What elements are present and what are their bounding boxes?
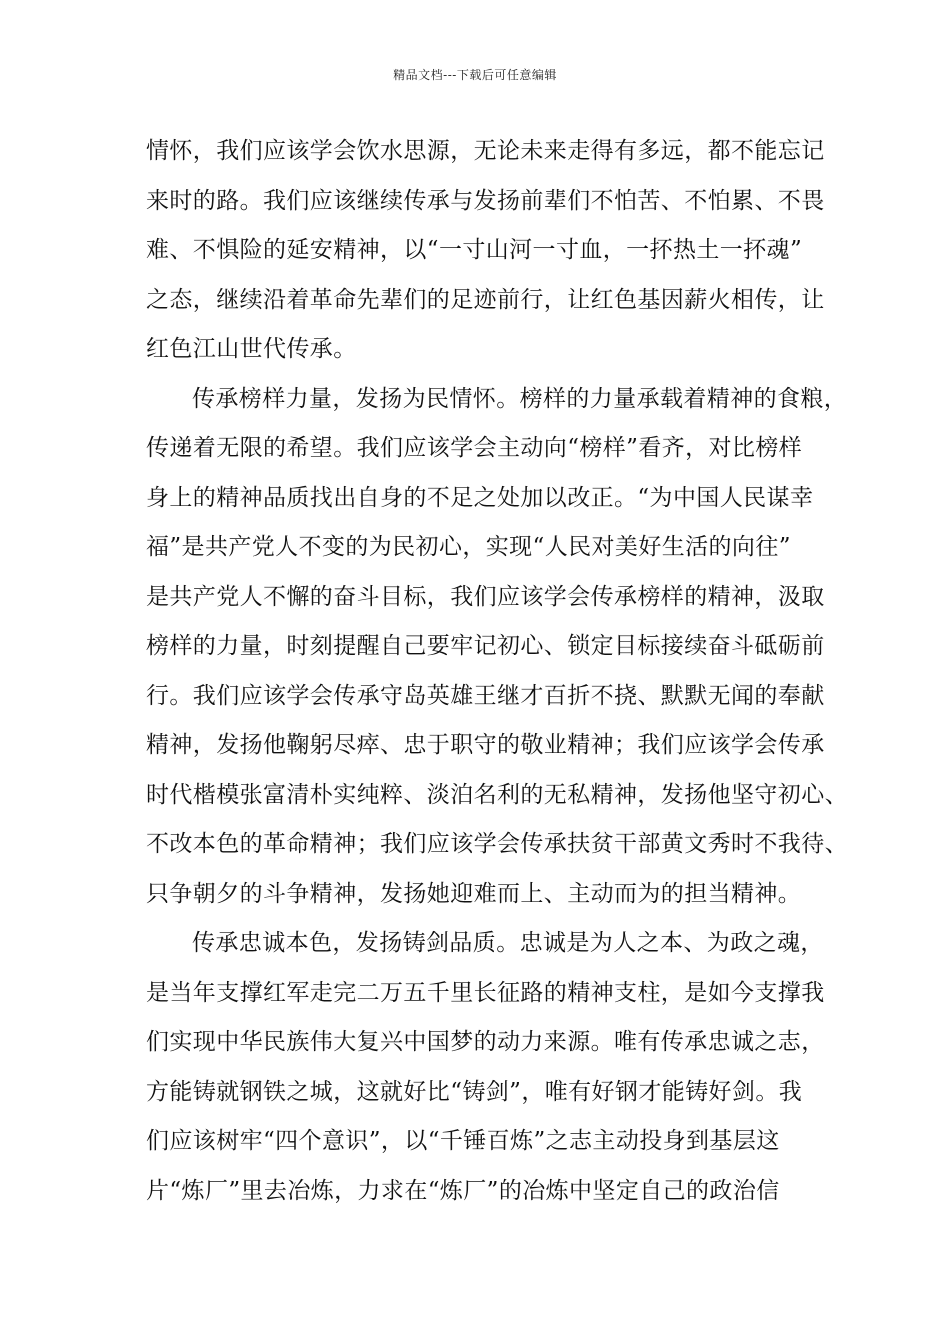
text-line: 情怀，我们应该学会饮水思源，无论未来走得有多远，都不能忘记 bbox=[146, 138, 825, 164]
text-line: 只争朝夕的斗争精神，发扬她迎难而上、主动而为的担当精神。 bbox=[146, 880, 802, 907]
text-line: 来时的路。我们应该继续传承与发扬前辈们不怕苦、不怕累、不畏 bbox=[146, 187, 825, 214]
text-line: 之态，继续沿着革命先辈们的足迹前行，让红色基因薪火相传，让 bbox=[146, 286, 825, 313]
text-line: 榜样的力量，时刻提醒自己要牢记初心、锁定目标接续奋斗砥砺前 bbox=[146, 633, 825, 659]
text-line: 是当年支撑红军走完二万五千里长征路的精神支柱，是如今支撑我 bbox=[146, 979, 825, 1006]
text-line: 精神，发扬他鞠躬尽瘁、忠于职守的敬业精神；我们应该学会传承 bbox=[146, 732, 825, 758]
page-header: 精品文档---下载后可任意编辑 bbox=[393, 68, 557, 82]
document-body bbox=[146, 127, 848, 1216]
text-line: 不改本色的革命精神；我们应该学会传承扶贫干部黄文秀时不我待、 bbox=[146, 831, 848, 857]
text-line: 红色江山世代传承。 bbox=[146, 336, 357, 362]
text-line: 们实现中华民族伟大复兴中国梦的动力来源。唯有传承忠诚之志， bbox=[146, 1029, 825, 1055]
text-line: 福”是共产党人不变的为民初心，实现“人民对美好生活的向往” bbox=[146, 534, 791, 560]
text-line: 时代楷模张富清朴实纯粹、淡泊名利的无私精神，发扬他坚守初心、 bbox=[146, 781, 848, 808]
text-line: 身上的精神品质找出自身的不足之处加以改正。“为中国人民谋幸 bbox=[146, 484, 814, 511]
text-line: 方能铸就钢铁之城，这就好比“铸剑”，唯有好钢才能铸好剑。我 bbox=[146, 1078, 803, 1105]
text-line: 难、不惧险的延安精神，以“一寸山河一寸血，一抔热土一抔魂” bbox=[146, 237, 803, 263]
text-line: 传承榜样力量，发扬为民情怀。榜样的力量承载着精神的食粮， bbox=[192, 385, 848, 412]
text-line: 们应该树牢“四个意识”，以“千锤百炼”之志主动投身到基层这 bbox=[146, 1128, 780, 1154]
text-line: 行。我们应该学会传承守岛英雄王继才百折不挠、默默无闻的奉献 bbox=[146, 682, 825, 709]
text-line: 传承忠诚本色，发扬铸剑品质。忠诚是为人之本、为政之魂， bbox=[192, 930, 824, 956]
text-line: 传递着无限的希望。我们应该学会主动向“榜样”看齐，对比榜样 bbox=[146, 435, 803, 461]
text-line: 片“炼厂”里去冶炼，力求在“炼厂”的冶炼中坚定自己的政治信 bbox=[146, 1177, 780, 1204]
text-line: 是共产党人不懈的奋斗目标，我们应该学会传承榜样的精神，汲取 bbox=[146, 583, 825, 610]
